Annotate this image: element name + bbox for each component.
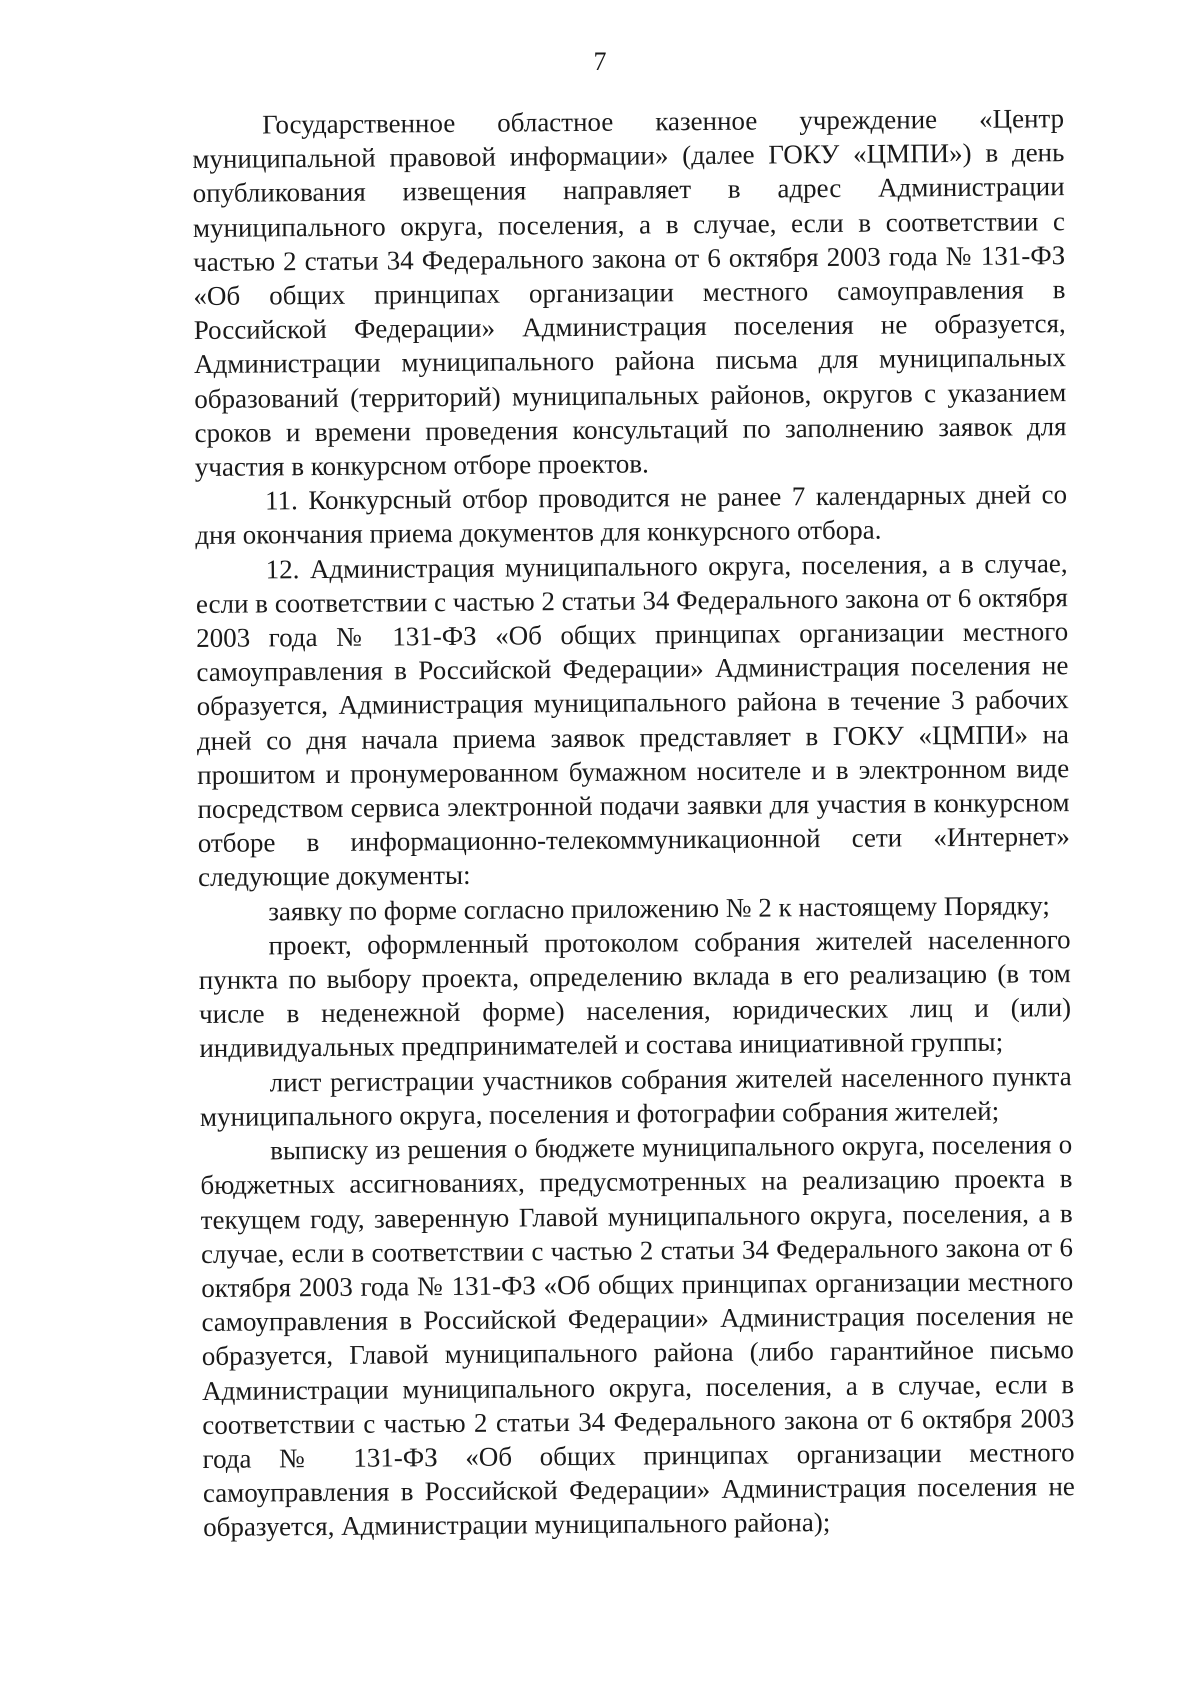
document-body [192,101,1075,1544]
list-item-project-protocol: проект, оформленный протоколом собрания жителей населенного пункта по выбору проекта, определению вклада в его реализацию (в том числе в неденежной форме) населения, юридических лиц и (или) индивидуальных предпринимателей и состава инициативной группы; [198,924,1072,1064]
list-item-budget-extract: выписку из решения о бюджете муниципального округа, поселения о бюджетных ассигнованиях, предусмотренных на реализацию проекта в текущем году, заверенную Главой муниципального округа, поселения, а в случае, если в соответствии с частью 2 статьи 34 Федерального закона от 6 октября 2003 года № 131-ФЗ «Об общих принципах организации местного самоуправления в Российской Федерации» Администрация поселения не образуется, Главой муниципального района (либо гарантийное письмо Администрации муниципального округа, поселения, а в случае, если в соответствии с частью 2 статьи 34 Федерального закона от 6 октября 2003 года № 131-ФЗ «Об общих принципах организации местного самоуправления в Российской Федерации» Администрация поселения не образуется, Администрации муниципального района); [200,1129,1075,1543]
paragraph-gokumpi-notice: Государственное областное казенное учреждение «Центр муниципальной правовой информации» (далее ГОКУ «ЦМПИ») в день опубликования извещения направляет в адрес Администрации муниципального округа, поселения, а в случае, если в соответствии с частью 2 статьи 34 Федерального закона от 6 октября 2003 года № 131-ФЗ «Об общих принципах организации местного самоуправления в Российской Федерации» Администрация поселения не образуется, Администрации муниципального района письма для муниципальных образований (территорий) муниципальных районов, округов с указанием сроков и времени проведения консультаций по заполнению заявок для участия в конкурсном отборе проектов. [192,103,1067,483]
paragraph-item-12: 12. Администрация муниципального округа, поселения, а в случае, если в соответствии с частью 2 статьи 34 Федерального закона от 6 октября 2003 года № 131-ФЗ «Об общих принципах организации местного самоуправления в Российской Федерации» Администрация поселения не образуется, Администрация муниципального района в течение 3 рабочих дней со дня начала приема заявок представляет в ГОКУ «ЦМПИ» на прошитом и пронумерованном бумажном носителе и в электронном виде посредством сервиса электронной подачи заявки для участия в конкурсном отборе в информационно-телекоммуникационной сети «Интернет» следующие документы: [195,547,1070,893]
list-item-application-form: заявку по форме согласно приложению № 2 к настоящему Порядку; [268,889,1050,927]
paragraph-item-11: 11. Конкурсный отбор проводится не ранее 7 календарных дней со дня окончания приема документов для конкурсного отбора. [195,479,1068,551]
page-number: 7 [593,47,607,76]
list-item-registration-sheet: лист регистрации участников собрания жителей населенного пункта муниципального округа, поселения и фотографии собрания жителей; [199,1060,1072,1132]
